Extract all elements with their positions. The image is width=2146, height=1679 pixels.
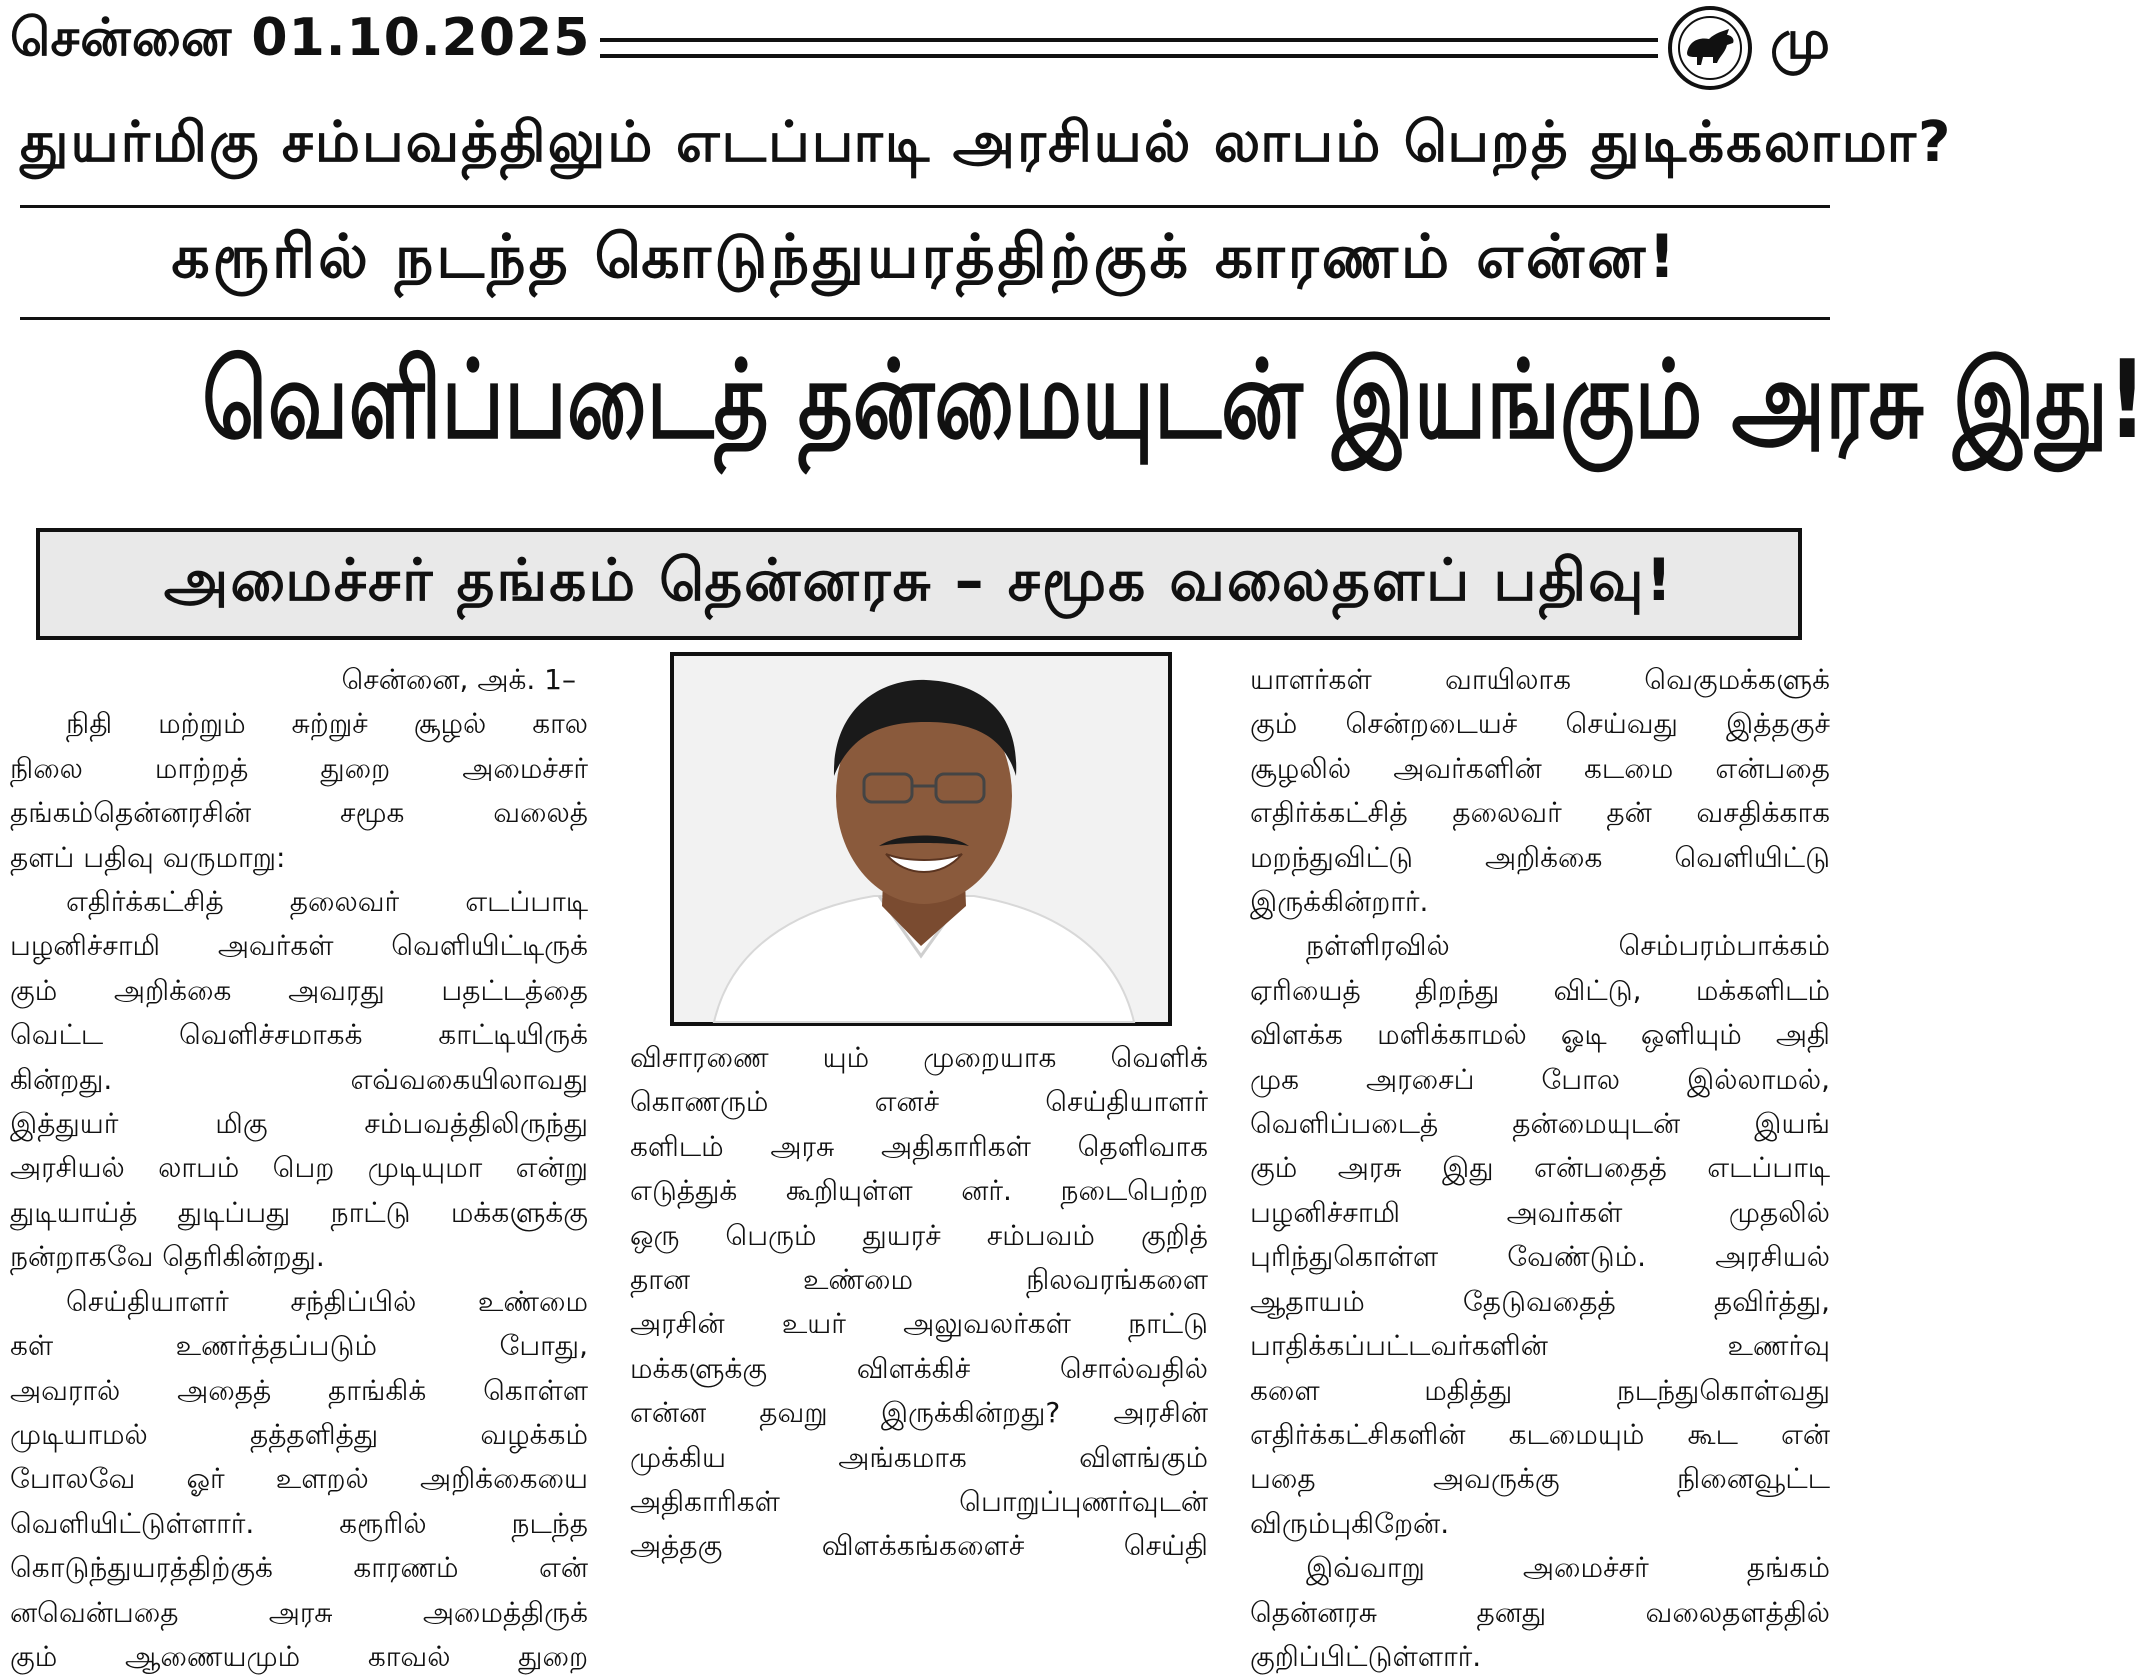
article-line: தான உண்மை நிலவரங்களை <box>630 1263 1208 1297</box>
article-line: பழனிச்சாமி அவர்கள் முதலில் <box>1250 1195 1830 1229</box>
article-line: முக அரசைப் போல இல்லாமல், <box>1250 1062 1830 1096</box>
article-line: வெளியிட்டுள்ளார். கரூரில் நடந்த <box>10 1506 588 1540</box>
article-line: நள்ளிரவில் செம்பரம்பாக்கம் <box>1306 929 1830 963</box>
article-line: யாளர்கள் வாயிலாக வெகுமக்களுக் <box>1250 663 1830 696</box>
article-line: நன்றாகவே தெரிகின்றது. <box>10 1240 325 1274</box>
article-line: நிலை மாற்றத் துறை அமைச்சர் <box>10 751 588 785</box>
article-line: இவ்வாறு அமைச்சர் தங்கம் <box>1306 1551 1830 1585</box>
article-line: அத்தகு விளக்கங்களைச் செய்தி <box>630 1529 1208 1563</box>
article-line: சூழலில் அவர்களின் கடமை என்பதை <box>1250 751 1830 785</box>
article-line: இத்துயர் மிகு சம்பவத்திலிருந்து <box>10 1107 588 1141</box>
article-line: விரும்புகிறேன். <box>1250 1506 1450 1540</box>
article-line: வெட்ட வெளிச்சமாகக் காட்டியிருக் <box>10 1018 588 1052</box>
article-dateline: சென்னை, அக். 1– <box>341 663 576 696</box>
article-line: கும் ஆணையமும் காவல் துறை <box>10 1639 588 1673</box>
article-column-left <box>10 658 588 1679</box>
article-line: தங்கம்தென்னரசின் சமூக வலைத் <box>10 796 588 830</box>
article-line: கும் அரசு இது என்பதைத் எடப்பாடி <box>1250 1151 1830 1185</box>
portrait-illustration <box>674 656 1168 1022</box>
article-line: பதை அவருக்கு நினைவூட்ட <box>1250 1462 1830 1496</box>
article-line: எதிர்க்கட்சித் தலைவர் தன் வசதிக்காக <box>1250 796 1830 830</box>
article-line: கள் உணர்த்தப்படும் போது, <box>10 1329 588 1363</box>
article-line: அரசியல் லாபம் பெற முடியுமா என்று <box>10 1151 588 1185</box>
minister-portrait-icon <box>670 652 1172 1026</box>
article-line: விசாரணை யும் முறையாக வெளிக் <box>630 1041 1208 1074</box>
article-line: ஏரியைத் திறந்து விட்டு, மக்களிடம் <box>1250 973 1830 1007</box>
article-line: என்ன தவறு இருக்கின்றது? அரசின் <box>630 1396 1208 1430</box>
article-line: புரிந்துகொள்ள வேண்டும். அரசியல் <box>1250 1240 1830 1274</box>
subheadline-box <box>36 528 1802 640</box>
article-line: னவென்பதை அரசு அமைத்திருக் <box>10 1595 588 1629</box>
masthead-double-rule <box>600 38 1658 58</box>
article-line: கின்றது. எவ்வகையிலாவது <box>10 1062 588 1096</box>
article-line: தளப் பதிவு வருமாறு: <box>10 840 286 874</box>
divider <box>20 317 1830 320</box>
brand-fragment: மு <box>1770 8 1830 71</box>
bull-emblem-icon <box>1668 6 1752 90</box>
article-line: அதிகாரிகள் பொறுப்புணர்வுடன் <box>630 1485 1208 1519</box>
article-line: போலவே ஓர் உளறல் அறிக்கையை <box>10 1462 588 1496</box>
article-line: முடியாமல் தத்தளித்து வழக்கம் <box>10 1417 588 1451</box>
article-line: அவரால் அதைத் தாங்கிக் கொள்ள <box>10 1373 588 1407</box>
article-line: கொடுந்துயரத்திற்குக் காரணம் என் <box>10 1551 588 1585</box>
article-line: செய்தியாளர் சந்திப்பில் உண்மை <box>66 1284 588 1318</box>
article-line: விளக்க மளிக்காமல் ஓடி ஒளியும் அதி <box>1250 1018 1830 1052</box>
article-line: ஒரு பெரும் துயரச் சம்பவம் குறித் <box>630 1218 1208 1252</box>
main-headline: வெளிப்படைத் தன்மையுடன் இயங்கும் அரசு இது! <box>202 338 2146 463</box>
article-line: வெளிப்படைத் தன்மையுடன் இயங் <box>1250 1107 1830 1141</box>
subheadline: அமைச்சர் தங்கம் தென்னரசு – சமூக வலைதளப் பதிவு! <box>163 546 1675 614</box>
article-line: மறந்துவிட்டு அறிக்கை வெளியிட்டு <box>1250 840 1830 874</box>
logo-ring <box>1678 16 1742 80</box>
article-column-middle <box>630 1036 1208 1569</box>
article-line: கும் அறிக்கை அவரது பதட்டத்தை <box>10 973 588 1007</box>
article-line: இருக்கின்றார். <box>1250 885 1429 919</box>
article-line: எடுத்துக் கூறியுள்ள னர். நடைபெற்ற <box>630 1174 1208 1208</box>
article-line: தென்னரசு தனது வலைதளத்தில் <box>1250 1595 1830 1629</box>
dateline: சென்னை 01.10.2025 <box>10 8 591 68</box>
kicker-headline-2: கரூரில் நடந்த கொடுந்துயரத்திற்குக் காரணம் என்ன! <box>171 222 1679 292</box>
article-line: முக்கிய அங்கமாக விளங்கும் <box>630 1440 1208 1474</box>
article-line: எதிர்க்கட்சிகளின் கடமையும் கூட என் <box>1250 1417 1830 1451</box>
article-line: கும் சென்றடையச் செய்வது இத்தகுச் <box>1250 707 1830 741</box>
article-line: கொணரும் எனச் செய்தியாளர் <box>630 1085 1208 1119</box>
article-line: அரசின் உயர் அலுவலர்கள் நாட்டு <box>630 1307 1208 1341</box>
article-line: நிதி மற்றும் சுற்றுச் சூழல் கால <box>66 707 588 741</box>
article-column-right <box>1250 658 1830 1679</box>
article-line: பாதிக்கப்பட்டவர்களின் உணர்வு <box>1250 1329 1830 1363</box>
article-line: களிடம் அரசு அதிகாரிகள் தெளிவாக <box>630 1129 1208 1163</box>
article-line: களை மதித்து நடந்துகொள்வது <box>1250 1373 1830 1407</box>
kicker-headline-1: துயர்மிகு சம்பவத்திலும் எடப்பாடி அரசியல் லாபம் பெறத் துடிக்கலாமா? <box>20 110 1953 175</box>
masthead <box>0 0 1838 100</box>
divider <box>20 205 1830 208</box>
article-line: குறிப்பிட்டுள்ளார். <box>1250 1639 1482 1673</box>
article-line: ஆதாயம் தேடுவதைத் தவிர்த்து, <box>1250 1284 1830 1318</box>
article-line: துடியாய்த் துடிப்பது நாட்டு மக்களுக்கு <box>10 1195 588 1229</box>
article-line: பழனிச்சாமி அவர்கள் வெளியிட்டிருக் <box>10 929 588 963</box>
article-line: எதிர்க்கட்சித் தலைவர் எடப்பாடி <box>66 885 588 919</box>
article-line: மக்களுக்கு விளக்கிச் சொல்வதில் <box>630 1351 1208 1385</box>
